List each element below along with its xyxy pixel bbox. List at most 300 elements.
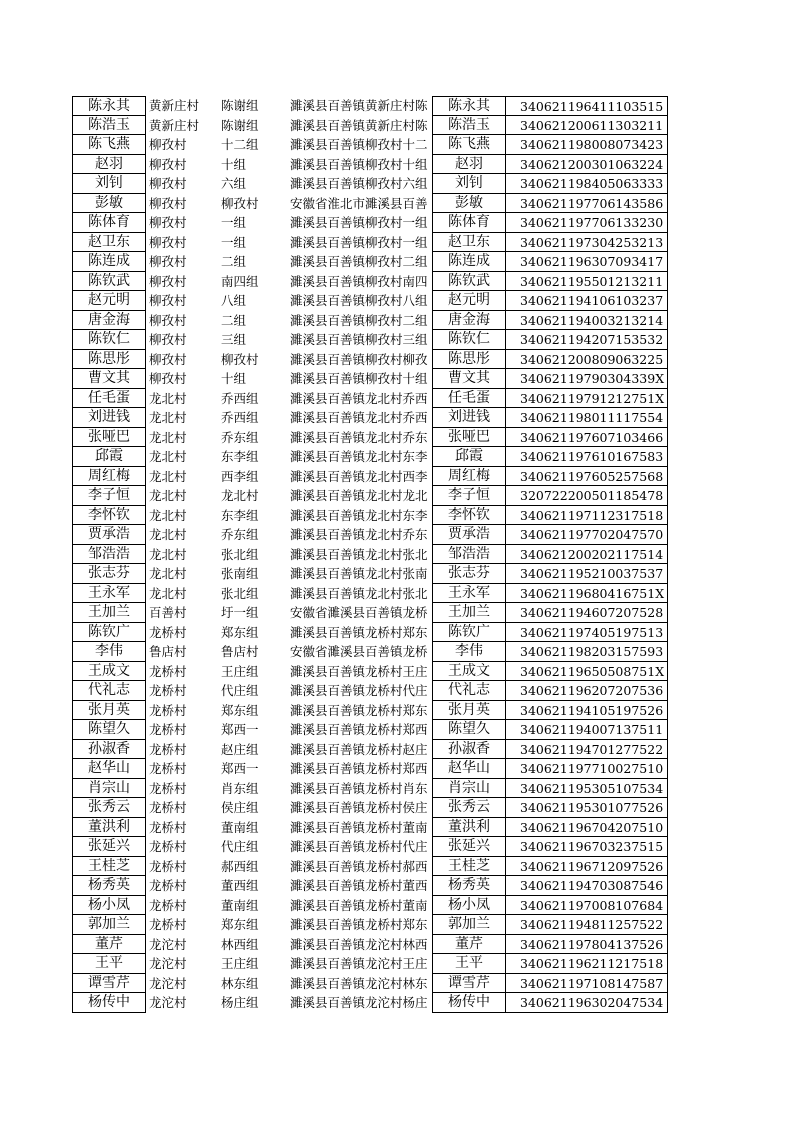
table-row xyxy=(72,779,668,799)
village-cell: 龙桥村 xyxy=(149,702,187,718)
name-cell: 陈飞燕 xyxy=(72,135,146,155)
id-number-cell: 340621197702047570 xyxy=(506,525,668,545)
id-number-cell: 340621197607103466 xyxy=(506,428,668,448)
table-row xyxy=(72,525,668,545)
name-cell: 陈永其 xyxy=(72,96,146,116)
village-cell: 柳孜村 xyxy=(149,137,187,152)
group-cell: 十组 xyxy=(221,371,247,386)
name-repeat-cell: 刘钊 xyxy=(432,174,506,194)
group-cell: 二组 xyxy=(221,312,247,328)
name-repeat-cell: 陈飞燕 xyxy=(432,135,506,155)
name-cell: 孙淑香 xyxy=(72,740,146,760)
group-cell: 龙北村 xyxy=(221,488,259,503)
address-cell: 濉溪县百善镇柳孜村二组 xyxy=(290,312,428,328)
name-cell: 邹浩浩 xyxy=(72,545,146,565)
group-cell: 代庄组 xyxy=(221,839,259,854)
id-number-cell: 320722200501185478 xyxy=(506,486,668,506)
address-cell: 濉溪县百善镇龙沱村林西 xyxy=(290,936,428,952)
name-repeat-cell: 陈钦仁 xyxy=(432,330,506,350)
group-cell: 乔东组 xyxy=(221,527,259,542)
group-cell: 肖东组 xyxy=(221,780,259,796)
name-cell: 代礼志 xyxy=(72,681,146,701)
id-number-cell: 340621196302047534 xyxy=(506,993,668,1013)
name-cell: 董芹 xyxy=(72,935,146,955)
name-repeat-cell: 陈连成 xyxy=(432,252,506,272)
village-cell: 百善村 xyxy=(149,605,187,620)
table-row xyxy=(72,642,668,662)
name-cell: 杨秀英 xyxy=(72,876,146,896)
id-number-cell: 340621194703087546 xyxy=(506,876,668,896)
table-row xyxy=(72,603,668,623)
group-cell: 赵庄组 xyxy=(221,741,259,757)
table-row xyxy=(72,564,668,584)
id-number-cell: 340621197008107684 xyxy=(506,896,668,916)
name-repeat-cell: 陈思彤 xyxy=(432,350,506,370)
name-repeat-cell: 董芹 xyxy=(432,935,506,955)
name-repeat-cell: 彭敏 xyxy=(432,194,506,214)
name-cell: 陈钦仁 xyxy=(72,330,146,350)
address-cell: 濉溪县百善镇龙北村乔西 xyxy=(290,410,428,425)
group-cell: 郝西组 xyxy=(221,858,259,874)
address-cell: 安徽省淮北市濉溪县百善 xyxy=(290,195,428,211)
name-cell: 李子恒 xyxy=(72,486,146,506)
table-row xyxy=(72,389,668,409)
name-repeat-cell: 邱霞 xyxy=(432,447,506,467)
village-cell: 柳孜村 xyxy=(149,371,187,386)
name-repeat-cell: 李伟 xyxy=(432,642,506,662)
table-row xyxy=(72,330,668,350)
name-cell: 邱霞 xyxy=(72,447,146,467)
table-row xyxy=(72,954,668,974)
name-cell: 张延兴 xyxy=(72,837,146,857)
group-cell: 十组 xyxy=(221,156,247,172)
village-cell: 柳孜村 xyxy=(149,234,187,250)
name-cell: 陈望久 xyxy=(72,720,146,740)
name-repeat-cell: 谭雪芹 xyxy=(432,974,506,994)
table-row xyxy=(72,740,668,760)
group-cell: 董南组 xyxy=(221,819,259,835)
group-cell: 一组 xyxy=(221,234,247,250)
group-cell: 八组 xyxy=(221,293,247,308)
group-cell: 十二组 xyxy=(221,137,259,152)
name-repeat-cell: 王桂芝 xyxy=(432,857,506,877)
id-number-cell: 340621194701277522 xyxy=(506,740,668,760)
address-cell: 安徽省濉溪县百善镇龙桥 xyxy=(290,644,428,659)
village-cell: 柳孜村 xyxy=(149,351,187,367)
id-number-cell: 340621194106103237 xyxy=(506,291,668,311)
group-cell: 三组 xyxy=(221,332,247,347)
name-repeat-cell: 孙淑香 xyxy=(432,740,506,760)
table-row xyxy=(72,681,668,701)
village-cell: 龙桥村 xyxy=(149,741,187,757)
table-row xyxy=(72,545,668,565)
group-cell: 郑东组 xyxy=(221,624,259,640)
name-repeat-cell: 张延兴 xyxy=(432,837,506,857)
id-number-cell: 340621200301063224 xyxy=(506,155,668,175)
name-cell: 张秀云 xyxy=(72,798,146,818)
address-cell: 濉溪县百善镇柳孜村南四 xyxy=(290,273,428,289)
address-cell: 濉溪县百善镇龙桥村董南 xyxy=(290,897,428,913)
group-cell: 柳孜村 xyxy=(221,195,259,211)
group-cell: 林西组 xyxy=(221,936,259,952)
group-cell: 陈谢组 xyxy=(221,117,259,133)
address-cell: 濉溪县百善镇龙桥村代庄 xyxy=(290,839,428,854)
village-cell: 龙沱村 xyxy=(149,995,187,1010)
name-cell: 贾承浩 xyxy=(72,525,146,545)
name-repeat-cell: 邹浩浩 xyxy=(432,545,506,565)
name-cell: 陈思彤 xyxy=(72,350,146,370)
village-cell: 柳孜村 xyxy=(149,312,187,328)
group-cell: 张北组 xyxy=(221,585,259,601)
id-number-cell: 340621197610167583 xyxy=(506,447,668,467)
id-number-cell: 340621197706133230 xyxy=(506,213,668,233)
address-cell: 濉溪县百善镇柳孜村六组 xyxy=(290,176,428,191)
name-repeat-cell: 李子恒 xyxy=(432,486,506,506)
id-number-cell: 340621195305107534 xyxy=(506,779,668,799)
village-cell: 龙桥村 xyxy=(149,858,187,874)
name-cell: 李伟 xyxy=(72,642,146,662)
name-repeat-cell: 张秀云 xyxy=(432,798,506,818)
address-cell: 安徽省濉溪县百善镇龙桥 xyxy=(290,605,428,620)
village-cell: 龙北村 xyxy=(149,410,187,425)
table-row xyxy=(72,486,668,506)
village-cell: 龙北村 xyxy=(149,585,187,601)
name-cell: 陈钦武 xyxy=(72,272,146,292)
group-cell: 侯庄组 xyxy=(221,800,259,815)
address-cell: 濉溪县百善镇柳孜村一组 xyxy=(290,215,428,230)
village-cell: 龙桥村 xyxy=(149,800,187,815)
table-row xyxy=(72,467,668,487)
village-cell: 龙桥村 xyxy=(149,917,187,932)
address-cell: 濉溪县百善镇柳孜村二组 xyxy=(290,254,428,269)
name-cell: 王加兰 xyxy=(72,603,146,623)
village-cell: 黄新庄村 xyxy=(149,98,200,113)
name-cell: 陈体育 xyxy=(72,213,146,233)
id-number-cell: 34062119680416751X xyxy=(506,584,668,604)
village-cell: 龙北村 xyxy=(149,566,187,581)
table-row xyxy=(72,584,668,604)
table-row xyxy=(72,155,668,175)
address-cell: 濉溪县百善镇柳孜村十二 xyxy=(290,137,428,152)
address-cell: 濉溪县百善镇龙沱村王庄 xyxy=(290,956,428,971)
village-cell: 柳孜村 xyxy=(149,332,187,347)
name-repeat-cell: 李怀钦 xyxy=(432,506,506,526)
name-repeat-cell: 王平 xyxy=(432,954,506,974)
table-row xyxy=(72,135,668,155)
id-number-cell: 340621196411103515 xyxy=(506,96,668,116)
group-cell: 西李组 xyxy=(221,468,259,484)
address-cell: 濉溪县百善镇龙桥村侯庄 xyxy=(290,800,428,815)
id-number-cell: 340621197706143586 xyxy=(506,194,668,214)
village-cell: 柳孜村 xyxy=(149,254,187,269)
group-cell: 南四组 xyxy=(221,273,259,289)
table-row xyxy=(72,857,668,877)
address-cell: 濉溪县百善镇龙北村乔东 xyxy=(290,527,428,542)
village-cell: 龙桥村 xyxy=(149,722,187,737)
address-cell: 濉溪县百善镇龙桥村郝西 xyxy=(290,858,428,874)
name-repeat-cell: 唐金海 xyxy=(432,311,506,331)
id-number-cell: 340621197605257568 xyxy=(506,467,668,487)
id-number-cell: 340621195301077526 xyxy=(506,798,668,818)
name-repeat-cell: 周红梅 xyxy=(432,467,506,487)
village-cell: 柳孜村 xyxy=(149,215,187,230)
address-cell: 濉溪县百善镇龙桥村郑东 xyxy=(290,917,428,932)
name-cell: 刘进钱 xyxy=(72,408,146,428)
name-repeat-cell: 杨小凤 xyxy=(432,896,506,916)
group-cell: 董西组 xyxy=(221,878,259,893)
name-repeat-cell: 杨秀英 xyxy=(432,876,506,896)
table-row xyxy=(72,116,668,136)
name-cell: 肖宗山 xyxy=(72,779,146,799)
name-repeat-cell: 郭加兰 xyxy=(432,915,506,935)
table-row xyxy=(72,272,668,292)
table-row xyxy=(72,759,668,779)
group-cell: 鲁店村 xyxy=(221,644,259,659)
name-repeat-cell: 代礼志 xyxy=(432,681,506,701)
id-number-cell: 34062119790304339X xyxy=(506,369,668,389)
table-row xyxy=(72,876,668,896)
name-cell: 王平 xyxy=(72,954,146,974)
table-row xyxy=(72,428,668,448)
village-cell: 龙北村 xyxy=(149,507,187,523)
village-cell: 柳孜村 xyxy=(149,176,187,191)
table-row xyxy=(72,974,668,994)
group-cell: 杨庄组 xyxy=(221,995,259,1010)
group-cell: 代庄组 xyxy=(221,683,259,698)
name-cell: 陈钦广 xyxy=(72,623,146,643)
address-cell: 濉溪县百善镇龙桥村董西 xyxy=(290,878,428,893)
name-cell: 杨传中 xyxy=(72,993,146,1013)
id-number-cell: 340621197112317518 xyxy=(506,506,668,526)
id-number-cell: 340621198405063333 xyxy=(506,174,668,194)
village-cell: 柳孜村 xyxy=(149,156,187,172)
name-repeat-cell: 陈望久 xyxy=(432,720,506,740)
address-cell: 濉溪县百善镇龙桥村郑西 xyxy=(290,722,428,737)
group-cell: 郑东组 xyxy=(221,917,259,932)
address-cell: 濉溪县百善镇龙北村张北 xyxy=(290,546,428,562)
name-cell: 王永军 xyxy=(72,584,146,604)
name-cell: 张月英 xyxy=(72,701,146,721)
id-number-cell: 340621197804137526 xyxy=(506,935,668,955)
name-cell: 陈连成 xyxy=(72,252,146,272)
group-cell: 王庄组 xyxy=(221,956,259,971)
name-repeat-cell: 赵卫东 xyxy=(432,233,506,253)
table-row xyxy=(72,369,668,389)
village-cell: 龙沱村 xyxy=(149,975,187,991)
table-row xyxy=(72,818,668,838)
id-number-cell: 340621195210037537 xyxy=(506,564,668,584)
group-cell: 乔西组 xyxy=(221,390,259,406)
name-repeat-cell: 赵元明 xyxy=(432,291,506,311)
name-cell: 赵羽 xyxy=(72,155,146,175)
village-cell: 龙北村 xyxy=(149,546,187,562)
name-repeat-cell: 杨传中 xyxy=(432,993,506,1013)
group-cell: 陈谢组 xyxy=(221,98,259,113)
table-row xyxy=(72,194,668,214)
address-cell: 濉溪县百善镇龙桥村肖东 xyxy=(290,780,428,796)
address-cell: 濉溪县百善镇黄新庄村陈 xyxy=(290,117,428,133)
address-cell: 濉溪县百善镇龙北村乔东 xyxy=(290,429,428,445)
village-cell: 龙北村 xyxy=(149,429,187,445)
id-number-cell: 340621195501213211 xyxy=(506,272,668,292)
name-repeat-cell: 张志芬 xyxy=(432,564,506,584)
name-repeat-cell: 王加兰 xyxy=(432,603,506,623)
id-number-cell: 340621197108147587 xyxy=(506,974,668,994)
village-cell: 龙桥村 xyxy=(149,780,187,796)
name-cell: 郭加兰 xyxy=(72,915,146,935)
name-repeat-cell: 陈永其 xyxy=(432,96,506,116)
id-number-cell: 340621194607207528 xyxy=(506,603,668,623)
name-cell: 王成文 xyxy=(72,662,146,682)
name-repeat-cell: 肖宗山 xyxy=(432,779,506,799)
name-repeat-cell: 王成文 xyxy=(432,662,506,682)
table-row xyxy=(72,915,668,935)
name-cell: 谭雪芹 xyxy=(72,974,146,994)
name-cell: 王桂芝 xyxy=(72,857,146,877)
name-repeat-cell: 刘进钱 xyxy=(432,408,506,428)
table-row xyxy=(72,662,668,682)
table-row xyxy=(72,174,668,194)
group-cell: 林东组 xyxy=(221,975,259,991)
address-cell: 濉溪县百善镇柳孜村三组 xyxy=(290,332,428,347)
group-cell: 东李组 xyxy=(221,507,259,523)
table-row xyxy=(72,993,668,1013)
village-cell: 龙桥村 xyxy=(149,683,187,698)
id-number-cell: 340621194105197526 xyxy=(506,701,668,721)
id-number-cell: 340621198008073423 xyxy=(506,135,668,155)
name-repeat-cell: 陈钦武 xyxy=(432,272,506,292)
address-cell: 濉溪县百善镇龙桥村王庄 xyxy=(290,663,428,679)
name-cell: 彭敏 xyxy=(72,194,146,214)
id-number-cell: 340621200809063225 xyxy=(506,350,668,370)
group-cell: 二组 xyxy=(221,254,247,269)
table-row xyxy=(72,350,668,370)
id-number-cell: 340621200611303211 xyxy=(506,116,668,136)
address-cell: 濉溪县百善镇柳孜村十组 xyxy=(290,371,428,386)
group-cell: 柳孜村 xyxy=(221,351,259,367)
group-cell: 郑东组 xyxy=(221,702,259,718)
address-cell: 濉溪县百善镇龙北村龙北 xyxy=(290,488,428,503)
name-repeat-cell: 赵羽 xyxy=(432,155,506,175)
address-cell: 濉溪县百善镇龙北村西李 xyxy=(290,468,428,484)
address-cell: 濉溪县百善镇龙北村乔西 xyxy=(290,390,428,406)
table-row xyxy=(72,96,668,116)
table-row xyxy=(72,798,668,818)
village-cell: 龙北村 xyxy=(149,488,187,503)
address-cell: 濉溪县百善镇龙北村东李 xyxy=(290,507,428,523)
table-row xyxy=(72,506,668,526)
table-row xyxy=(72,311,668,331)
group-cell: 张南组 xyxy=(221,566,259,581)
name-cell: 李怀钦 xyxy=(72,506,146,526)
roster-table xyxy=(72,96,668,1013)
address-cell: 濉溪县百善镇龙桥村董南 xyxy=(290,819,428,835)
table-row xyxy=(72,701,668,721)
group-cell: 东李组 xyxy=(221,449,259,464)
address-cell: 濉溪县百善镇龙沱村林东 xyxy=(290,975,428,991)
name-cell: 刘钊 xyxy=(72,174,146,194)
id-number-cell: 340621198011117554 xyxy=(506,408,668,428)
group-cell: 郑西一 xyxy=(221,722,259,737)
village-cell: 龙北村 xyxy=(149,468,187,484)
address-cell: 濉溪县百善镇龙桥村代庄 xyxy=(290,683,428,698)
address-cell: 濉溪县百善镇柳孜村八组 xyxy=(290,293,428,308)
village-cell: 龙桥村 xyxy=(149,897,187,913)
village-cell: 鲁店村 xyxy=(149,644,187,659)
village-cell: 龙桥村 xyxy=(149,663,187,679)
address-cell: 濉溪县百善镇柳孜村一组 xyxy=(290,234,428,250)
table-row xyxy=(72,233,668,253)
table-row xyxy=(72,213,668,233)
table-row xyxy=(72,408,668,428)
table-row xyxy=(72,291,668,311)
name-repeat-cell: 张月英 xyxy=(432,701,506,721)
village-cell: 柳孜村 xyxy=(149,273,187,289)
id-number-cell: 340621200202117514 xyxy=(506,545,668,565)
name-cell: 曹文其 xyxy=(72,369,146,389)
id-number-cell: 340621196703237515 xyxy=(506,837,668,857)
id-number-cell: 340621196307093417 xyxy=(506,252,668,272)
id-number-cell: 340621194207153532 xyxy=(506,330,668,350)
village-cell: 黄新庄村 xyxy=(149,117,200,133)
name-cell: 杨小凤 xyxy=(72,896,146,916)
address-cell: 濉溪县百善镇黄新庄村陈 xyxy=(290,98,428,113)
table-row xyxy=(72,837,668,857)
village-cell: 龙北村 xyxy=(149,449,187,464)
name-cell: 赵卫东 xyxy=(72,233,146,253)
name-repeat-cell: 张哑巴 xyxy=(432,428,506,448)
group-cell: 六组 xyxy=(221,176,247,191)
id-number-cell: 340621194811257522 xyxy=(506,915,668,935)
name-repeat-cell: 任毛蛋 xyxy=(432,389,506,409)
id-number-cell: 34062119791212751X xyxy=(506,389,668,409)
group-cell: 乔西组 xyxy=(221,410,259,425)
address-cell: 濉溪县百善镇柳孜村十组 xyxy=(290,156,428,172)
name-cell: 周红梅 xyxy=(72,467,146,487)
address-cell: 濉溪县百善镇柳孜村柳孜 xyxy=(290,351,428,367)
name-repeat-cell: 王永军 xyxy=(432,584,506,604)
table-row xyxy=(72,896,668,916)
village-cell: 龙沱村 xyxy=(149,956,187,971)
id-number-cell: 340621198203157593 xyxy=(506,642,668,662)
id-number-cell: 340621194007137511 xyxy=(506,720,668,740)
name-repeat-cell: 陈体育 xyxy=(432,213,506,233)
village-cell: 龙桥村 xyxy=(149,819,187,835)
group-cell: 乔东组 xyxy=(221,429,259,445)
group-cell: 董南组 xyxy=(221,897,259,913)
village-cell: 龙桥村 xyxy=(149,878,187,893)
name-cell: 陈浩玉 xyxy=(72,116,146,136)
name-cell: 唐金海 xyxy=(72,311,146,331)
name-repeat-cell: 董洪利 xyxy=(432,818,506,838)
village-cell: 龙沱村 xyxy=(149,936,187,952)
name-cell: 张哑巴 xyxy=(72,428,146,448)
group-cell: 张北组 xyxy=(221,546,259,562)
address-cell: 濉溪县百善镇龙桥村赵庄 xyxy=(290,741,428,757)
village-cell: 柳孜村 xyxy=(149,293,187,308)
name-cell: 张志芬 xyxy=(72,564,146,584)
id-number-cell: 340621196712097526 xyxy=(506,857,668,877)
id-number-cell: 340621197710027510 xyxy=(506,759,668,779)
name-repeat-cell: 赵华山 xyxy=(432,759,506,779)
name-cell: 赵元明 xyxy=(72,291,146,311)
table-row xyxy=(72,447,668,467)
name-repeat-cell: 贾承浩 xyxy=(432,525,506,545)
group-cell: 王庄组 xyxy=(221,663,259,679)
id-number-cell: 340621196704207510 xyxy=(506,818,668,838)
address-cell: 濉溪县百善镇龙沱村杨庄 xyxy=(290,995,428,1010)
village-cell: 龙桥村 xyxy=(149,624,187,640)
